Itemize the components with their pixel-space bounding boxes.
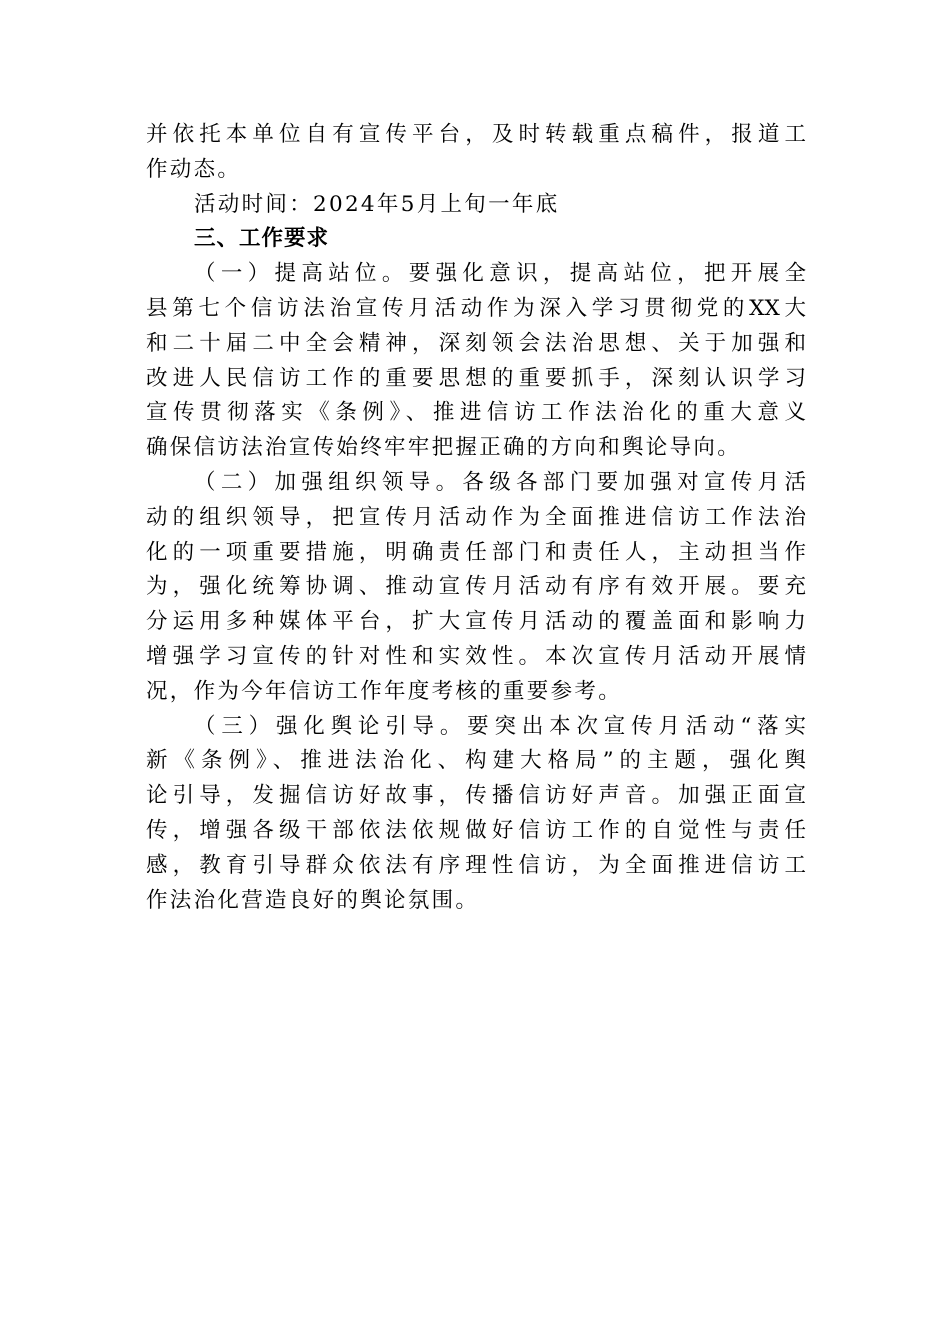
body-text-line: 分运用多种媒体平台，扩大宣传月活动的覆盖面和影响力 [146, 609, 806, 635]
body-text-line: 为，强化统筹协调、推动宣传月活动有序有效开展。要充 [146, 574, 806, 600]
paragraph-3-first-line: （三）强化舆论引导。要突出本次宣传月活动“落实 [194, 713, 806, 739]
activity-time-line: 活动时间：2024年5月上旬一年底 [194, 191, 560, 217]
body-text-line: 况，作为今年信访工作年度考核的重要参考。 [146, 678, 623, 704]
body-text-line: 和二十届二中全会精神，深刻领会法治思想、关于加强和 [146, 330, 806, 356]
document-body [146, 118, 806, 918]
body-text-line: 化的一项重要措施，明确责任部门和责任人，主动担当作 [146, 539, 806, 565]
body-text-line: 论引导，发掘信访好故事，传播信访好声音。加强正面宣 [146, 783, 806, 809]
body-text-line: 作动态。 [146, 156, 242, 182]
body-text-line: 动的组织领导，把宣传月活动作为全面推进信访工作法治 [146, 504, 806, 530]
body-text-line: 作法治化营造良好的舆论氛围。 [146, 887, 480, 913]
body-text-line: 宣传贯彻落实《条例》、推进信访工作法治化的重大意义 [146, 400, 806, 426]
body-text-line: 并依托本单位自有宣传平台，及时转载重点稿件，报道工 [146, 122, 806, 147]
body-text-line: 县第七个信访法治宣传月活动作为深入学习贯彻党的XX大 [146, 295, 806, 321]
body-text-line: 改进人民信访工作的重要思想的重要抓手，深刻认识学习 [146, 365, 806, 391]
paragraph-2-first-line: （二）加强组织领导。各级各部门要加强对宣传月活 [194, 469, 806, 495]
section-heading: 三、工作要求 [194, 226, 330, 252]
body-text-line: 新《条例》、推进法治化、构建大格局”的主题，强化舆 [146, 748, 806, 774]
body-text-line: 传，增强各级干部依法依规做好信访工作的自觉性与责任 [146, 817, 806, 843]
body-text-line: 增强学习宣传的针对性和实效性。本次宣传月活动开展情 [146, 643, 806, 669]
body-text-line: 感，教育引导群众依法有序理性信访，为全面推进信访工 [146, 852, 806, 878]
paragraph-1-first-line: （一）提高站位。要强化意识，提高站位，把开展全 [194, 261, 806, 287]
body-text-line: 确保信访法治宣传始终牢牢把握正确的方向和舆论导向。 [146, 435, 742, 461]
